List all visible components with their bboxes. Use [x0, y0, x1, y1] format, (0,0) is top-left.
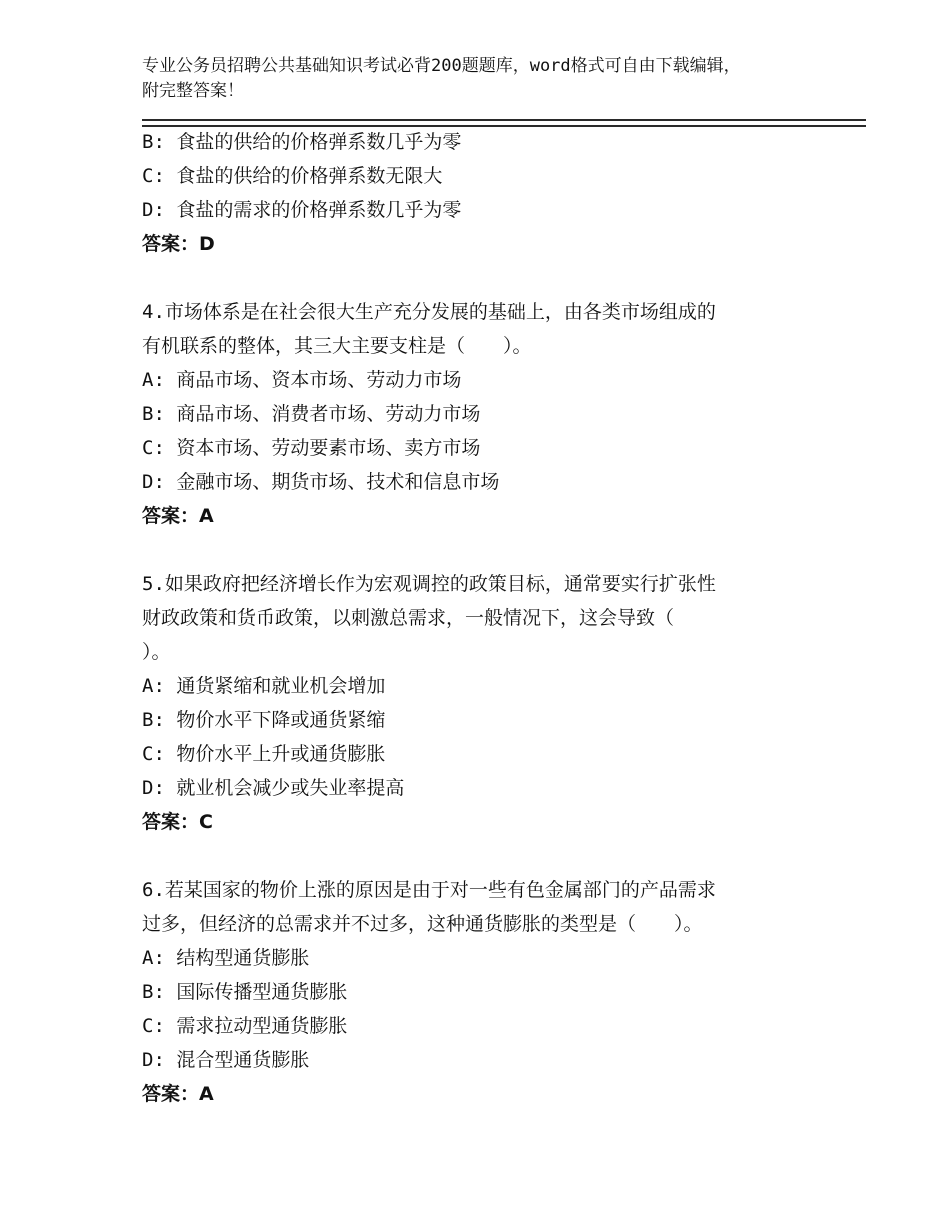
header-line-1: 专业公务员招聘公共基础知识考试必背200题题库，word格式可自由下载编辑， [142, 56, 741, 76]
option-a: A: 通货紧缩和就业机会增加 [142, 675, 386, 697]
question-stem-line: 过多，但经济的总需求并不过多，这种通货膨胀的类型是（ ）。 [142, 913, 703, 935]
option-a: A: 结构型通货膨胀 [142, 947, 310, 969]
question-6 [142, 873, 822, 1111]
header-line-2: 附完整答案！ [142, 81, 244, 101]
question-5 [142, 567, 822, 839]
option-c: C: 资本市场、劳动要素市场、卖方市场 [142, 437, 481, 459]
option-d: D: 金融市场、期货市场、技术和信息市场 [142, 471, 500, 493]
question-stem [142, 873, 802, 941]
question-stem-line: 财政政策和货币政策，以刺激总需求，一般情况下，这会导致（ [142, 607, 675, 629]
question-3-continued [142, 125, 822, 261]
document-header [142, 54, 822, 104]
question-4 [142, 295, 822, 533]
spacer [142, 261, 822, 295]
document-body [142, 125, 822, 1111]
option-d: D: 食盐的需求的价格弹系数几乎为零 [142, 199, 462, 221]
answer-value: A [199, 505, 214, 527]
question-stem-line: 有机联系的整体，其三大主要支柱是（ ）。 [142, 335, 532, 357]
answer-line [142, 805, 822, 839]
option-c: C: 物价水平上升或通货膨胀 [142, 743, 386, 765]
option-c: C: 食盐的供给的价格弹系数无限大 [142, 165, 443, 187]
question-stem-line: 6.若某国家的物价上涨的原因是由于对一些有色金属部门的产品需求 [142, 879, 716, 901]
header-divider-top [142, 119, 866, 121]
question-stem-line: 5.如果政府把经济增长作为宏观调控的政策目标，通常要实行扩张性 [142, 573, 716, 595]
option-b: B: 物价水平下降或通货紧缩 [142, 709, 386, 731]
answer-label: 答案： [142, 505, 200, 527]
answer-label: 答案： [142, 811, 200, 833]
option-a: A: 商品市场、资本市场、劳动力市场 [142, 369, 462, 391]
spacer [142, 839, 822, 873]
spacer [142, 533, 822, 567]
option-b: B: 国际传播型通货膨胀 [142, 981, 348, 1003]
answer-line [142, 227, 822, 261]
answer-value: C [199, 811, 213, 833]
answer-label: 答案： [142, 233, 200, 255]
question-stem [142, 567, 802, 669]
answer-value: A [199, 1083, 214, 1105]
answer-value: D [199, 233, 215, 255]
option-c: C: 需求拉动型通货膨胀 [142, 1015, 348, 1037]
question-stem [142, 295, 802, 363]
answer-line [142, 499, 822, 533]
option-d: D: 混合型通货膨胀 [142, 1049, 310, 1071]
option-d: D: 就业机会减少或失业率提高 [142, 777, 405, 799]
question-stem-line: 4.市场体系是在社会很大生产充分发展的基础上，由各类市场组成的 [142, 301, 716, 323]
question-stem-line: ）。 [142, 641, 171, 663]
option-b: B: 食盐的供给的价格弹系数几乎为零 [142, 131, 462, 153]
answer-line [142, 1077, 822, 1111]
option-b: B: 商品市场、消费者市场、劳动力市场 [142, 403, 481, 425]
answer-label: 答案： [142, 1083, 200, 1105]
